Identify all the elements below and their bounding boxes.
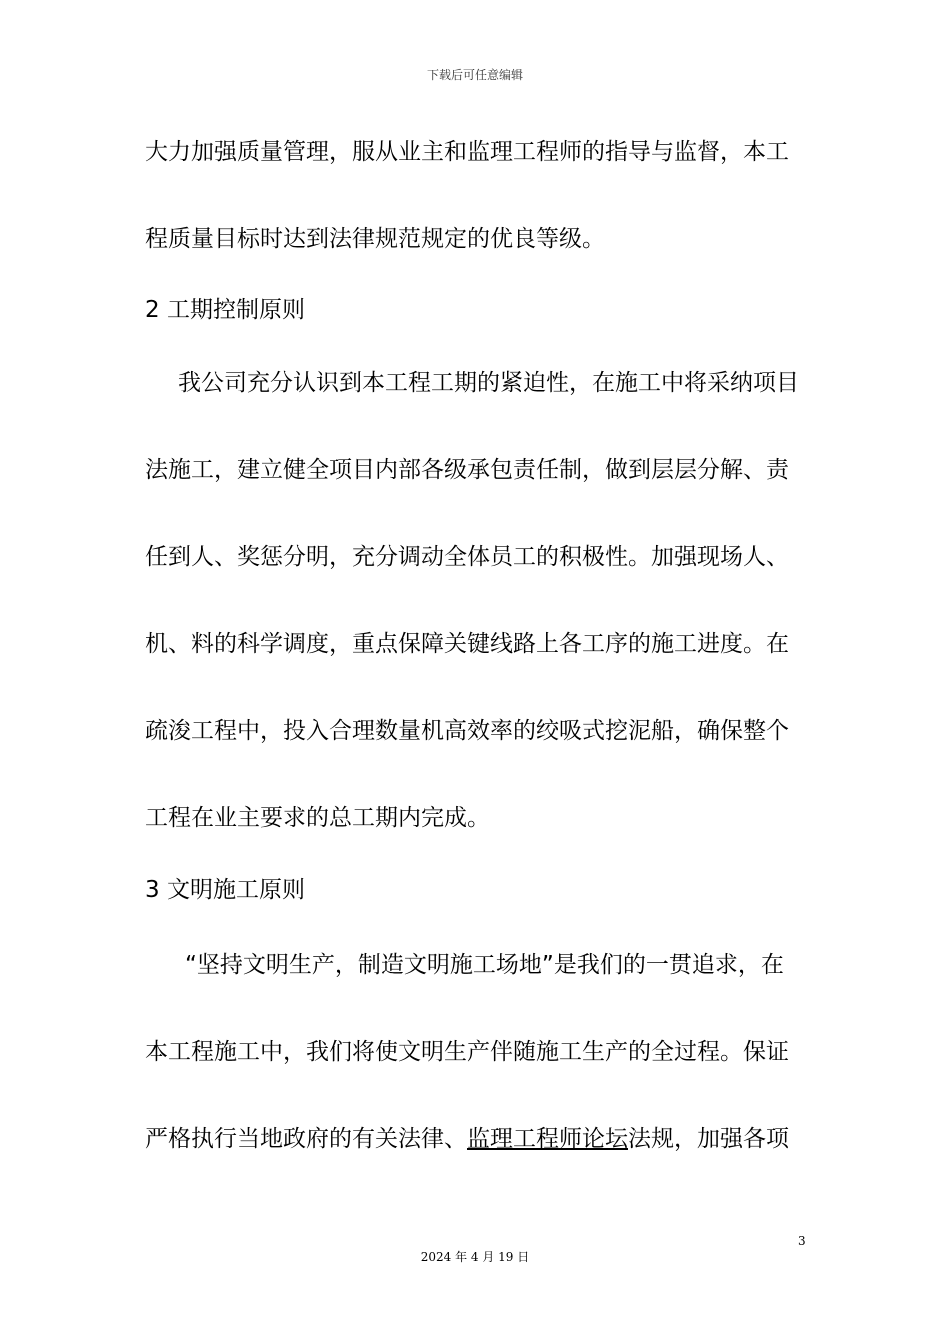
body-line: 我公司充分认识到本工程工期的紧迫性，在施工中将采纳项目 bbox=[178, 370, 799, 396]
body-line: 大力加强质量管理，服从业主和监理工程师的指导与监督，本工 bbox=[145, 139, 789, 165]
section-heading: 2 工期控制原则 bbox=[145, 297, 305, 323]
body-line: 本工程施工中，我们将使文明生产伴随施工生产的全过程。保证 bbox=[145, 1039, 789, 1065]
body-line: 疏浚工程中，投入合理数量机高效率的绞吸式挖泥船，确保整个 bbox=[145, 718, 789, 744]
body-text: 严格执行当地政府的有关法律、 bbox=[145, 1126, 467, 1152]
body-line: 工程在业主要求的总工期内完成。 bbox=[145, 805, 490, 831]
body-line-with-link bbox=[145, 1124, 789, 1154]
body-line: 任到人、奖惩分明，充分调动全体员工的积极性。加强现场人、 bbox=[145, 544, 789, 570]
section-heading: 3 文明施工原则 bbox=[145, 877, 305, 903]
body-line: “坚持文明生产，制造文明施工场地”是我们的一贯追求，在 bbox=[185, 952, 784, 978]
page-number: 3 bbox=[798, 1234, 806, 1248]
body-line: 法施工，建立健全项目内部各级承包责任制，做到层层分解、责 bbox=[145, 457, 789, 483]
body-text: 法规，加强各项 bbox=[628, 1126, 789, 1152]
page-header: 下载后可任意编辑 bbox=[426, 68, 523, 82]
body-line: 程质量目标时达到法律规范规定的优良等级。 bbox=[145, 226, 605, 252]
body-line: 机、料的科学调度，重点保障关键线路上各工序的施工进度。在 bbox=[145, 631, 789, 657]
forum-link[interactable]: 监理工程师论坛 bbox=[467, 1126, 628, 1152]
footer-date: 2024 年 4 月 19 日 bbox=[420, 1250, 530, 1264]
